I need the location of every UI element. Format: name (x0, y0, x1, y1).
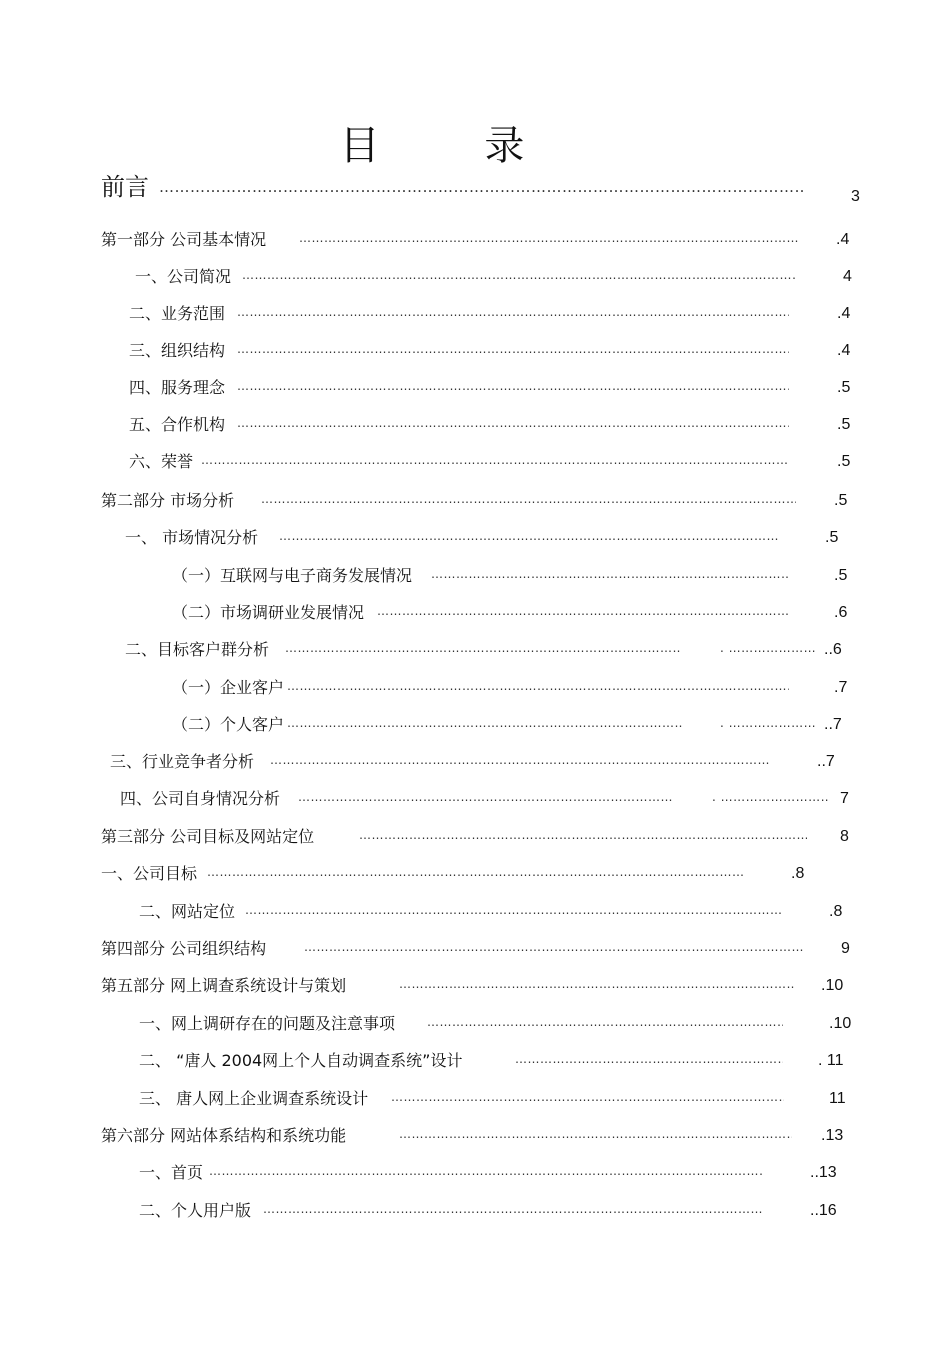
toc-page-number: 9 (841, 940, 850, 957)
toc-entry[interactable] (139, 899, 861, 925)
toc-entry[interactable] (129, 449, 861, 475)
toc-page-number: 3 (851, 188, 860, 205)
toc-entry[interactable] (139, 1160, 861, 1186)
toc-page-number: .4 (837, 305, 851, 322)
toc-page-number: .5 (837, 453, 851, 470)
toc-page-number: .8 (829, 903, 843, 920)
toc-entry[interactable] (129, 301, 861, 327)
toc-entry[interactable] (101, 936, 861, 962)
toc-entry-label: 五、合作机构 (129, 415, 226, 434)
dot-leader (720, 635, 816, 661)
toc-page-number: 4 (843, 268, 852, 285)
toc-page-number: .5 (834, 492, 848, 509)
dot-leader (279, 523, 779, 549)
dot-leader (237, 410, 789, 436)
toc-entry[interactable] (139, 1048, 861, 1074)
toc-page-number: .10 (821, 977, 844, 994)
toc-page-number: ..13 (810, 1164, 837, 1181)
toc-page-number: .5 (837, 416, 851, 433)
toc-entry-label: （一）互联网与电子商务发展情况 (172, 566, 413, 585)
toc-entry[interactable] (135, 264, 861, 290)
toc-entry-label: 第六部分 网站体系结构和系统功能 (101, 1126, 347, 1145)
toc-entry[interactable] (101, 227, 861, 253)
dot-leader (304, 934, 804, 960)
toc-page-number: .5 (834, 567, 848, 584)
dot-leader (237, 336, 789, 362)
toc-page-number: .7 (834, 679, 848, 696)
toc-entry[interactable] (101, 1123, 861, 1149)
toc-entry-label: 第一部分 公司基本情况 (101, 230, 267, 249)
toc-entry-label: 三、组织结构 (129, 341, 226, 360)
toc-entry[interactable] (129, 412, 861, 438)
dot-leader (391, 1084, 784, 1110)
toc-entry[interactable] (101, 861, 861, 887)
toc-page-number: .8 (791, 865, 805, 882)
toc-entry[interactable] (101, 488, 861, 514)
dot-leader (159, 174, 804, 200)
dot-leader (287, 673, 789, 699)
toc-entry[interactable] (129, 375, 861, 401)
toc-page-number: ..7 (824, 716, 842, 733)
dot-leader (399, 1121, 792, 1147)
toc-page-number: ..16 (810, 1202, 837, 1219)
dot-leader (720, 710, 816, 736)
toc-entry-label: 第二部分 市场分析 (101, 491, 235, 510)
toc-entry[interactable] (120, 786, 861, 812)
dot-leader (261, 486, 796, 512)
toc-entry-label: 二、目标客户群分析 (125, 640, 270, 659)
toc-page-number: .4 (836, 231, 850, 248)
dot-leader (285, 635, 680, 661)
toc-entry[interactable] (172, 563, 861, 589)
toc-entry[interactable] (139, 1011, 861, 1037)
toc-entry[interactable] (172, 675, 861, 701)
toc-entry-label: 二、 “唐人 2004网上个人自动调查系统”设计 (139, 1051, 463, 1070)
dot-leader (431, 561, 789, 587)
dot-leader (377, 598, 789, 624)
toc-page-number: .6 (834, 604, 848, 621)
toc-entry[interactable] (101, 973, 861, 999)
toc-entry-label: （一）企业客户 (172, 678, 285, 697)
toc-entry-label: 第五部分 网上调查系统设计与策划 (101, 976, 347, 995)
toc-entry[interactable] (125, 637, 861, 663)
dot-leader (712, 784, 830, 810)
dot-leader (245, 897, 783, 923)
dot-leader (399, 971, 794, 997)
dot-leader (298, 784, 673, 810)
toc-entry-label: （二）市场调研业发展情况 (172, 603, 365, 622)
toc-entry-label: 二、个人用户版 (139, 1201, 252, 1220)
dot-leader (359, 822, 807, 848)
dot-leader (427, 1009, 783, 1035)
dot-leader (299, 225, 799, 251)
toc-entry-label: 二、业务范围 (129, 304, 226, 323)
toc-entry-preface[interactable] (101, 173, 861, 205)
toc-entry-label: 一、首页 (139, 1163, 204, 1182)
dot-leader (201, 447, 789, 473)
toc-entry-label: 一、公司目标 (101, 864, 198, 883)
toc-entry[interactable] (129, 338, 861, 364)
toc-entry-label: （二）个人客户 (172, 715, 285, 734)
toc-page-number: . 11 (818, 1052, 844, 1069)
dot-leader (207, 859, 745, 885)
toc-entry-label: 一、 市场情况分析 (125, 528, 259, 547)
toc-entry[interactable] (172, 600, 861, 626)
toc-entry[interactable] (110, 749, 861, 775)
toc-page-number: 11 (829, 1090, 846, 1107)
toc-page-number: .4 (837, 342, 851, 359)
dot-leader (242, 262, 797, 288)
toc-page-number: .5 (837, 379, 851, 396)
toc-entry-label: 二、网站定位 (139, 902, 236, 921)
toc-page-number: 7 (840, 790, 849, 807)
dot-leader (270, 747, 770, 773)
toc-entry[interactable] (172, 712, 861, 738)
dot-leader (287, 710, 682, 736)
toc-page-number: .5 (825, 529, 839, 546)
toc-entry-label: 一、网上调研存在的问题及注意事项 (139, 1014, 396, 1033)
toc-entry-label: 一、公司简况 (135, 267, 232, 286)
toc-entry-label: 四、服务理念 (129, 378, 226, 397)
dot-leader (209, 1158, 764, 1184)
toc-entry[interactable] (125, 525, 861, 551)
dot-leader (263, 1196, 763, 1222)
toc-entry-label: 第三部分 公司目标及网站定位 (101, 827, 315, 846)
toc-page-number: .13 (821, 1127, 844, 1144)
toc-page-number: .10 (829, 1015, 852, 1032)
page-title: 目 录 (339, 123, 571, 169)
toc-page-number: ..6 (824, 641, 842, 658)
toc-entry-label: 四、公司自身情况分析 (120, 789, 281, 808)
toc-entry-label: 三、 唐人网上企业调查系统设计 (139, 1089, 369, 1108)
toc-page-number: 8 (840, 828, 849, 845)
toc-entry[interactable] (101, 824, 861, 850)
toc-entry[interactable] (139, 1198, 861, 1224)
toc-entry-label: 前言 (101, 173, 149, 201)
toc-entry[interactable] (139, 1086, 861, 1112)
dot-leader (237, 373, 789, 399)
dot-leader (515, 1046, 783, 1072)
toc-entry-label: 六、荣誉 (129, 452, 194, 471)
toc-entry-label: 三、行业竞争者分析 (110, 752, 255, 771)
toc-entry-label: 第四部分 公司组织结构 (101, 939, 267, 958)
toc-page-number: ..7 (817, 753, 835, 770)
dot-leader (237, 299, 789, 325)
